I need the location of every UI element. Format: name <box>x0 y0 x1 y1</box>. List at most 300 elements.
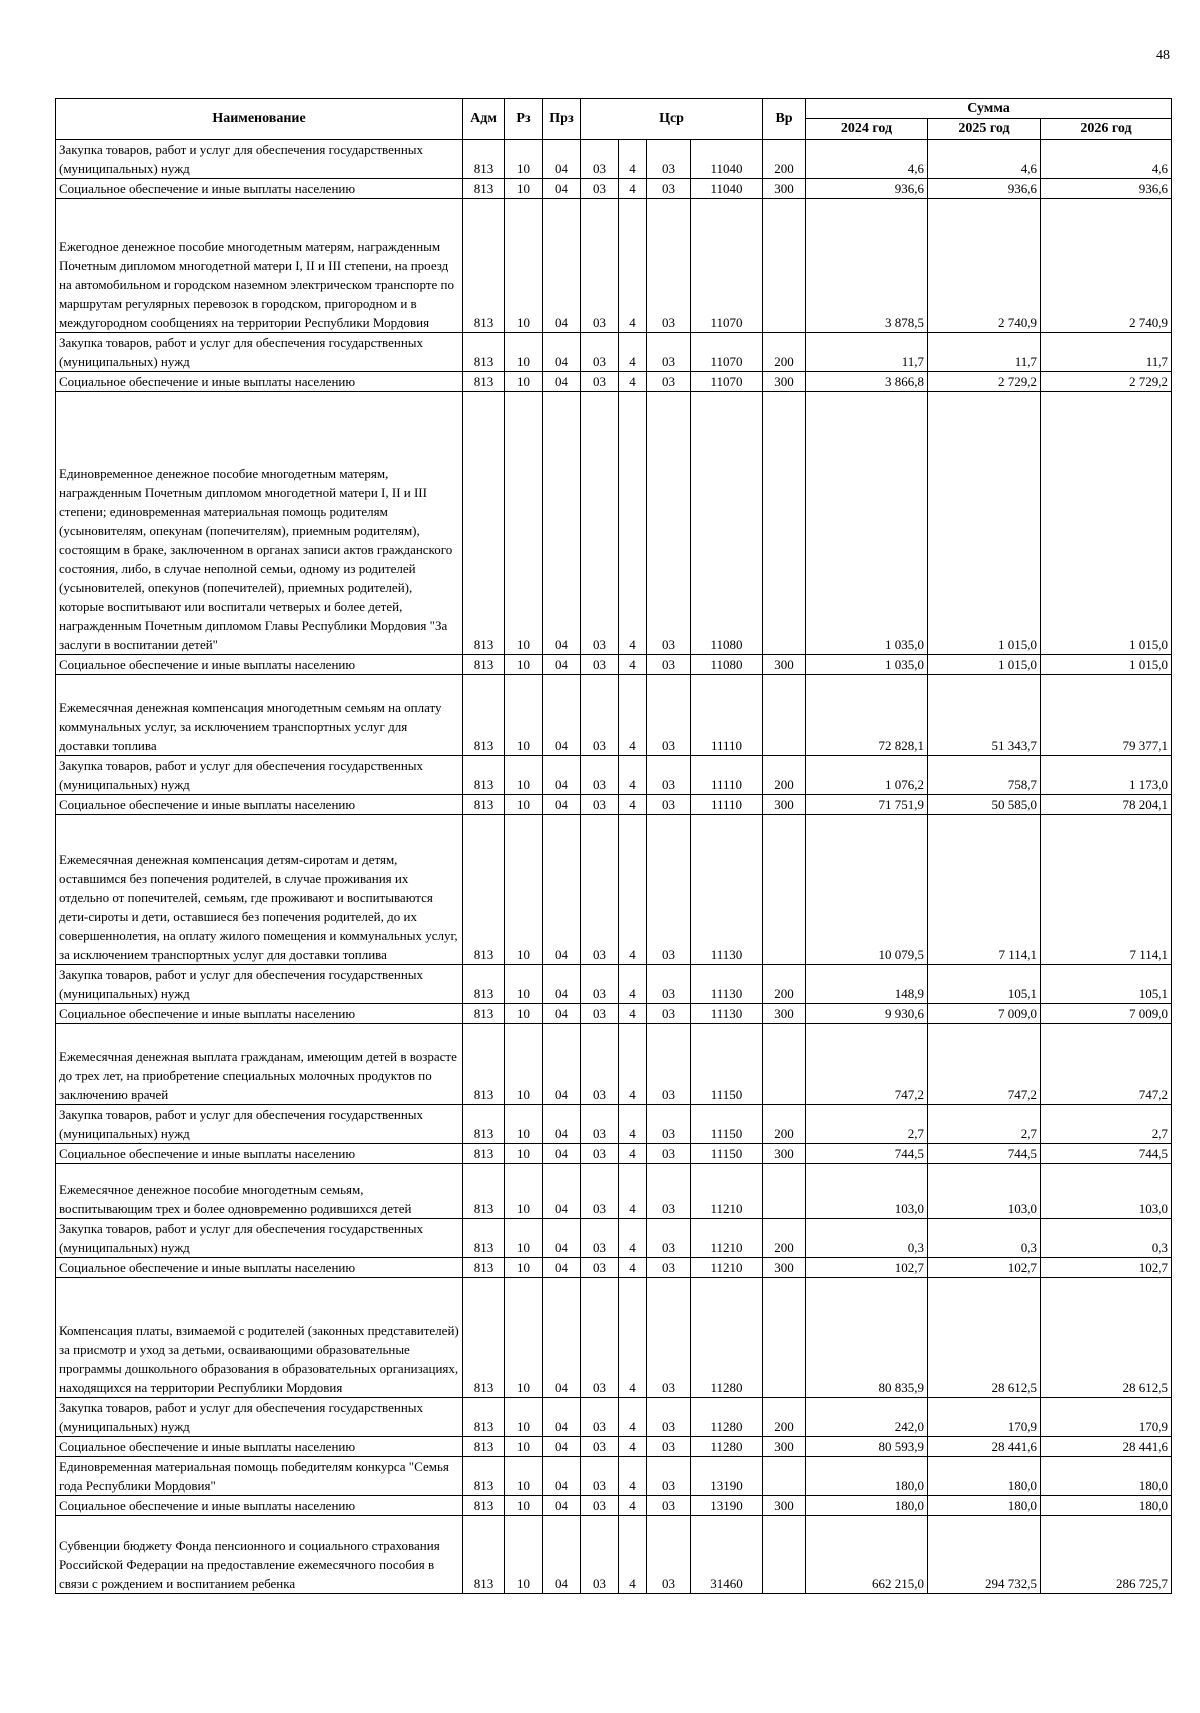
row-adm: 813 <box>463 815 505 965</box>
row-name: Ежемесячная денежная компенсация детям-сиротам и детям, оставшимся без попечения родителей, в случае проживания их отдельно от попечителей, семьям, где проживают и воспитываются дети-сироты и дети, оставшиеся без попечения родителей, до их совершеннолетия, на оплату жилого помещения и коммунальных услуг, за исключением транспортных услуг для доставки топлива <box>56 815 463 965</box>
row-adm: 813 <box>463 1437 505 1457</box>
row-name: Единовременная материальная помощь победителям конкурса "Семья года Республики Мордовия" <box>56 1457 463 1496</box>
header-prz: Прз <box>543 99 581 140</box>
row-adm: 813 <box>463 1398 505 1437</box>
row-sum-2025: 103,0 <box>928 1164 1041 1219</box>
row-csr-3: 03 <box>647 965 691 1004</box>
row-sum-2025: 51 343,7 <box>928 675 1041 756</box>
table-row <box>56 795 1172 815</box>
row-prz: 04 <box>543 675 581 756</box>
table-row <box>56 392 1172 655</box>
row-csr-4: 13190 <box>691 1496 763 1516</box>
row-vr <box>763 1516 806 1594</box>
row-sum-2025: 180,0 <box>928 1496 1041 1516</box>
row-sum-2026: 0,3 <box>1041 1219 1172 1258</box>
row-rz: 10 <box>505 1258 543 1278</box>
row-sum-2025: 28 612,5 <box>928 1278 1041 1398</box>
row-sum-2026: 2 740,9 <box>1041 199 1172 333</box>
row-csr-2: 4 <box>619 1437 647 1457</box>
row-prz: 04 <box>543 1437 581 1457</box>
row-name: Социальное обеспечение и иные выплаты населению <box>56 1258 463 1278</box>
row-rz: 10 <box>505 1004 543 1024</box>
row-vr: 300 <box>763 372 806 392</box>
row-csr-1: 03 <box>581 1496 619 1516</box>
row-csr-4: 11210 <box>691 1164 763 1219</box>
row-sum-2025: 105,1 <box>928 965 1041 1004</box>
row-prz: 04 <box>543 1258 581 1278</box>
row-csr-3: 03 <box>647 1164 691 1219</box>
row-sum-2026: 1 015,0 <box>1041 655 1172 675</box>
row-prz: 04 <box>543 392 581 655</box>
row-prz: 04 <box>543 1219 581 1258</box>
row-sum-2026: 103,0 <box>1041 1164 1172 1219</box>
row-csr-2: 4 <box>619 1219 647 1258</box>
row-csr-2: 4 <box>619 1164 647 1219</box>
row-csr-3: 03 <box>647 1258 691 1278</box>
row-sum-2026: 170,9 <box>1041 1398 1172 1437</box>
table-row <box>56 1144 1172 1164</box>
table-row <box>56 1278 1172 1398</box>
row-prz: 04 <box>543 1004 581 1024</box>
row-csr-3: 03 <box>647 333 691 372</box>
row-name: Субвенции бюджету Фонда пенсионного и социального страхования Российской Федерации на предоставление ежемесячного пособия в связи с рождением и воспитанием ребенка <box>56 1516 463 1594</box>
row-name: Единовременное денежное пособие многодетным матерям, награжденным Почетным дипломом многодетной матери I, II и III степени; единовременная материальная помощь родителям (усыновителям, опекунам (попечителям), приемным родителям), состоящим в браке, заключенном в органах записи актов гражданского состояния, либо, в случае неполной семьи, одному из родителей (усыновителей, опекунов (попечителей), приемных родителей), которые воспитывают или воспитали четверых и более детей, награжденным Почетным дипломом Главы Республики Мордовия "За заслуги в воспитании детей" <box>56 392 463 655</box>
row-csr-4: 13190 <box>691 1457 763 1496</box>
row-csr-1: 03 <box>581 795 619 815</box>
row-vr <box>763 1278 806 1398</box>
row-sum-2026: 2 729,2 <box>1041 372 1172 392</box>
row-sum-2025: 2,7 <box>928 1105 1041 1144</box>
row-sum-2025: 102,7 <box>928 1258 1041 1278</box>
row-csr-2: 4 <box>619 1278 647 1398</box>
header-year-2026: 2026 год <box>1041 119 1172 140</box>
row-sum-2024: 662 215,0 <box>806 1516 928 1594</box>
row-name: Закупка товаров, работ и услуг для обеспечения государственных (муниципальных) нужд <box>56 1398 463 1437</box>
table-row <box>56 1457 1172 1496</box>
row-sum-2024: 10 079,5 <box>806 815 928 965</box>
row-vr <box>763 1457 806 1496</box>
table-row <box>56 333 1172 372</box>
row-csr-1: 03 <box>581 1457 619 1496</box>
row-csr-2: 4 <box>619 1496 647 1516</box>
row-rz: 10 <box>505 1219 543 1258</box>
row-sum-2025: 7 114,1 <box>928 815 1041 965</box>
row-sum-2024: 11,7 <box>806 333 928 372</box>
table-row <box>56 675 1172 756</box>
row-prz: 04 <box>543 1024 581 1105</box>
row-adm: 813 <box>463 1004 505 1024</box>
row-csr-4: 11150 <box>691 1024 763 1105</box>
row-sum-2024: 103,0 <box>806 1164 928 1219</box>
row-adm: 813 <box>463 1144 505 1164</box>
row-csr-4: 11130 <box>691 815 763 965</box>
row-name: Социальное обеспечение и иные выплаты населению <box>56 655 463 675</box>
row-sum-2026: 286 725,7 <box>1041 1516 1172 1594</box>
table-body <box>56 140 1172 1594</box>
row-sum-2026: 79 377,1 <box>1041 675 1172 756</box>
row-sum-2026: 105,1 <box>1041 965 1172 1004</box>
table-row <box>56 1105 1172 1144</box>
row-csr-2: 4 <box>619 1144 647 1164</box>
table-row <box>56 965 1172 1004</box>
row-sum-2025: 28 441,6 <box>928 1437 1041 1457</box>
header-year-2024: 2024 год <box>806 119 928 140</box>
row-name: Закупка товаров, работ и услуг для обеспечения государственных (муниципальных) нужд <box>56 1105 463 1144</box>
row-sum-2026: 180,0 <box>1041 1496 1172 1516</box>
row-sum-2024: 9 930,6 <box>806 1004 928 1024</box>
row-sum-2025: 0,3 <box>928 1219 1041 1258</box>
row-name: Закупка товаров, работ и услуг для обеспечения государственных (муниципальных) нужд <box>56 965 463 1004</box>
row-csr-2: 4 <box>619 675 647 756</box>
row-csr-4: 11110 <box>691 756 763 795</box>
row-rz: 10 <box>505 1278 543 1398</box>
row-name: Социальное обеспечение и иные выплаты населению <box>56 179 463 199</box>
row-prz: 04 <box>543 815 581 965</box>
row-sum-2024: 80 835,9 <box>806 1278 928 1398</box>
row-sum-2026: 28 441,6 <box>1041 1437 1172 1457</box>
row-name: Закупка товаров, работ и услуг для обеспечения государственных (муниципальных) нужд <box>56 1219 463 1258</box>
table-row <box>56 1496 1172 1516</box>
row-csr-1: 03 <box>581 1398 619 1437</box>
row-prz: 04 <box>543 756 581 795</box>
row-csr-2: 4 <box>619 140 647 179</box>
row-csr-3: 03 <box>647 372 691 392</box>
row-vr: 200 <box>763 1219 806 1258</box>
row-rz: 10 <box>505 815 543 965</box>
row-csr-1: 03 <box>581 372 619 392</box>
row-sum-2024: 3 878,5 <box>806 199 928 333</box>
row-csr-1: 03 <box>581 756 619 795</box>
row-sum-2024: 180,0 <box>806 1496 928 1516</box>
row-csr-1: 03 <box>581 392 619 655</box>
table-row <box>56 1004 1172 1024</box>
row-csr-1: 03 <box>581 1144 619 1164</box>
row-prz: 04 <box>543 795 581 815</box>
table-row <box>56 1219 1172 1258</box>
row-csr-1: 03 <box>581 179 619 199</box>
row-vr: 300 <box>763 1144 806 1164</box>
row-csr-1: 03 <box>581 1219 619 1258</box>
row-rz: 10 <box>505 1398 543 1437</box>
table-row <box>56 815 1172 965</box>
row-csr-4: 11070 <box>691 372 763 392</box>
row-prz: 04 <box>543 655 581 675</box>
row-rz: 10 <box>505 179 543 199</box>
row-csr-3: 03 <box>647 1219 691 1258</box>
row-sum-2024: 3 866,8 <box>806 372 928 392</box>
row-sum-2024: 4,6 <box>806 140 928 179</box>
row-sum-2026: 1 015,0 <box>1041 392 1172 655</box>
header-year-2025: 2025 год <box>928 119 1041 140</box>
row-sum-2026: 7 009,0 <box>1041 1004 1172 1024</box>
row-csr-1: 03 <box>581 1004 619 1024</box>
row-sum-2024: 936,6 <box>806 179 928 199</box>
row-vr: 200 <box>763 140 806 179</box>
row-csr-4: 31460 <box>691 1516 763 1594</box>
row-name: Ежемесячная денежная компенсация многодетным семьям на оплату коммунальных услуг, за исключением транспортных услуг для доставки топлива <box>56 675 463 756</box>
row-vr: 300 <box>763 1496 806 1516</box>
header-csr: Цср <box>581 99 763 140</box>
row-sum-2025: 744,5 <box>928 1144 1041 1164</box>
row-csr-1: 03 <box>581 1024 619 1105</box>
table-row <box>56 1258 1172 1278</box>
row-prz: 04 <box>543 1164 581 1219</box>
row-prz: 04 <box>543 179 581 199</box>
row-sum-2025: 936,6 <box>928 179 1041 199</box>
row-vr <box>763 199 806 333</box>
row-rz: 10 <box>505 1457 543 1496</box>
row-csr-4: 11210 <box>691 1258 763 1278</box>
row-adm: 813 <box>463 1457 505 1496</box>
row-csr-4: 11070 <box>691 199 763 333</box>
row-sum-2025: 1 015,0 <box>928 392 1041 655</box>
row-name: Социальное обеспечение и иные выплаты населению <box>56 795 463 815</box>
row-csr-3: 03 <box>647 1496 691 1516</box>
row-rz: 10 <box>505 965 543 1004</box>
row-sum-2026: 744,5 <box>1041 1144 1172 1164</box>
row-prz: 04 <box>543 1144 581 1164</box>
row-prz: 04 <box>543 1398 581 1437</box>
row-rz: 10 <box>505 675 543 756</box>
row-sum-2026: 180,0 <box>1041 1457 1172 1496</box>
row-sum-2025: 2 740,9 <box>928 199 1041 333</box>
row-vr <box>763 392 806 655</box>
row-sum-2025: 4,6 <box>928 140 1041 179</box>
row-sum-2024: 0,3 <box>806 1219 928 1258</box>
row-csr-1: 03 <box>581 333 619 372</box>
row-rz: 10 <box>505 392 543 655</box>
row-csr-4: 11070 <box>691 333 763 372</box>
row-sum-2026: 1 173,0 <box>1041 756 1172 795</box>
row-csr-2: 4 <box>619 756 647 795</box>
row-rz: 10 <box>505 1164 543 1219</box>
row-adm: 813 <box>463 179 505 199</box>
row-name: Социальное обеспечение и иные выплаты населению <box>56 372 463 392</box>
row-csr-3: 03 <box>647 795 691 815</box>
row-rz: 10 <box>505 140 543 179</box>
row-sum-2025: 7 009,0 <box>928 1004 1041 1024</box>
row-sum-2024: 744,5 <box>806 1144 928 1164</box>
row-adm: 813 <box>463 392 505 655</box>
row-sum-2025: 294 732,5 <box>928 1516 1041 1594</box>
row-sum-2025: 180,0 <box>928 1457 1041 1496</box>
row-prz: 04 <box>543 965 581 1004</box>
row-csr-4: 11080 <box>691 392 763 655</box>
row-csr-3: 03 <box>647 1144 691 1164</box>
row-sum-2026: 2,7 <box>1041 1105 1172 1144</box>
row-csr-2: 4 <box>619 1258 647 1278</box>
row-prz: 04 <box>543 140 581 179</box>
row-sum-2026: 78 204,1 <box>1041 795 1172 815</box>
row-csr-4: 11150 <box>691 1105 763 1144</box>
row-name: Ежегодное денежное пособие многодетным матерям, награжденным Почетным дипломом многодетной матери I, II и III степени, на проезд на автомобильном и городском наземном электрическом транспорте по маршрутам регулярных перевозок в городском, пригородном и в междугородном сообщениях на территории Республики Мордовия <box>56 199 463 333</box>
row-vr: 300 <box>763 795 806 815</box>
row-csr-1: 03 <box>581 1258 619 1278</box>
table-row <box>56 655 1172 675</box>
table-row <box>56 372 1172 392</box>
budget-table <box>55 98 1172 1594</box>
header-name: Наименование <box>56 99 463 140</box>
row-csr-1: 03 <box>581 1437 619 1457</box>
row-sum-2026: 747,2 <box>1041 1024 1172 1105</box>
row-csr-2: 4 <box>619 815 647 965</box>
row-vr: 200 <box>763 1105 806 1144</box>
row-sum-2024: 148,9 <box>806 965 928 1004</box>
row-adm: 813 <box>463 1496 505 1516</box>
row-csr-3: 03 <box>647 1278 691 1398</box>
row-name: Социальное обеспечение и иные выплаты населению <box>56 1004 463 1024</box>
row-csr-1: 03 <box>581 1105 619 1144</box>
row-csr-3: 03 <box>647 675 691 756</box>
row-name: Социальное обеспечение и иные выплаты населению <box>56 1144 463 1164</box>
row-rz: 10 <box>505 1105 543 1144</box>
row-sum-2025: 50 585,0 <box>928 795 1041 815</box>
row-vr: 200 <box>763 333 806 372</box>
row-sum-2025: 747,2 <box>928 1024 1041 1105</box>
row-csr-4: 11110 <box>691 675 763 756</box>
row-csr-4: 11040 <box>691 179 763 199</box>
row-sum-2024: 242,0 <box>806 1398 928 1437</box>
row-csr-2: 4 <box>619 199 647 333</box>
row-rz: 10 <box>505 1437 543 1457</box>
row-sum-2025: 170,9 <box>928 1398 1041 1437</box>
row-csr-2: 4 <box>619 965 647 1004</box>
row-vr: 300 <box>763 655 806 675</box>
row-name: Социальное обеспечение и иные выплаты населению <box>56 1496 463 1516</box>
row-sum-2024: 72 828,1 <box>806 675 928 756</box>
row-csr-3: 03 <box>647 392 691 655</box>
row-name: Ежемесячная денежная выплата гражданам, имеющим детей в возрасте до трех лет, на приобретение специальных молочных продуктов по заключению врачей <box>56 1024 463 1105</box>
row-name: Закупка товаров, работ и услуг для обеспечения государственных (муниципальных) нужд <box>56 140 463 179</box>
row-rz: 10 <box>505 655 543 675</box>
row-prz: 04 <box>543 1496 581 1516</box>
row-adm: 813 <box>463 1105 505 1144</box>
row-csr-2: 4 <box>619 795 647 815</box>
row-vr <box>763 815 806 965</box>
row-csr-2: 4 <box>619 1105 647 1144</box>
table-row <box>56 756 1172 795</box>
row-vr <box>763 675 806 756</box>
row-sum-2026: 102,7 <box>1041 1258 1172 1278</box>
row-prz: 04 <box>543 1105 581 1144</box>
row-vr <box>763 1164 806 1219</box>
row-csr-3: 03 <box>647 1516 691 1594</box>
table-row <box>56 1437 1172 1457</box>
row-csr-1: 03 <box>581 199 619 333</box>
row-adm: 813 <box>463 1164 505 1219</box>
row-adm: 813 <box>463 372 505 392</box>
row-adm: 813 <box>463 756 505 795</box>
row-vr: 300 <box>763 1004 806 1024</box>
row-csr-1: 03 <box>581 1278 619 1398</box>
row-prz: 04 <box>543 1457 581 1496</box>
table-row <box>56 1516 1172 1594</box>
row-csr-2: 4 <box>619 372 647 392</box>
row-csr-4: 11110 <box>691 795 763 815</box>
row-adm: 813 <box>463 655 505 675</box>
row-adm: 813 <box>463 1278 505 1398</box>
row-adm: 813 <box>463 965 505 1004</box>
row-sum-2024: 747,2 <box>806 1024 928 1105</box>
row-csr-2: 4 <box>619 1004 647 1024</box>
header-adm: Адм <box>463 99 505 140</box>
row-sum-2026: 11,7 <box>1041 333 1172 372</box>
row-name: Компенсация платы, взимаемой с родителей (законных представителей) за присмотр и уход за детьми, осваивающими образовательные программы дошкольного образования в образовательных организациях, находящихся на территории Республики Мордовия <box>56 1278 463 1398</box>
table-row <box>56 1164 1172 1219</box>
row-csr-2: 4 <box>619 392 647 655</box>
row-rz: 10 <box>505 1516 543 1594</box>
row-vr: 300 <box>763 1437 806 1457</box>
row-name: Закупка товаров, работ и услуг для обеспечения государственных (муниципальных) нужд <box>56 333 463 372</box>
row-adm: 813 <box>463 1024 505 1105</box>
row-prz: 04 <box>543 199 581 333</box>
row-csr-3: 03 <box>647 655 691 675</box>
row-adm: 813 <box>463 1516 505 1594</box>
row-sum-2024: 1 035,0 <box>806 392 928 655</box>
row-adm: 813 <box>463 333 505 372</box>
row-sum-2025: 2 729,2 <box>928 372 1041 392</box>
row-prz: 04 <box>543 1516 581 1594</box>
row-adm: 813 <box>463 199 505 333</box>
header-sum: Сумма <box>806 99 1172 119</box>
row-csr-3: 03 <box>647 179 691 199</box>
row-sum-2026: 4,6 <box>1041 140 1172 179</box>
row-sum-2026: 936,6 <box>1041 179 1172 199</box>
row-csr-3: 03 <box>647 815 691 965</box>
row-sum-2024: 80 593,9 <box>806 1437 928 1457</box>
row-rz: 10 <box>505 1024 543 1105</box>
row-rz: 10 <box>505 1144 543 1164</box>
row-name: Закупка товаров, работ и услуг для обеспечения государственных (муниципальных) нужд <box>56 756 463 795</box>
row-prz: 04 <box>543 372 581 392</box>
row-prz: 04 <box>543 333 581 372</box>
row-csr-2: 4 <box>619 655 647 675</box>
row-csr-1: 03 <box>581 140 619 179</box>
row-adm: 813 <box>463 140 505 179</box>
row-csr-4: 11280 <box>691 1398 763 1437</box>
row-rz: 10 <box>505 372 543 392</box>
row-csr-3: 03 <box>647 1105 691 1144</box>
row-csr-1: 03 <box>581 1164 619 1219</box>
row-sum-2025: 11,7 <box>928 333 1041 372</box>
header-vr: Вр <box>763 99 806 140</box>
row-csr-2: 4 <box>619 1398 647 1437</box>
row-csr-2: 4 <box>619 333 647 372</box>
row-csr-4: 11150 <box>691 1144 763 1164</box>
row-adm: 813 <box>463 1219 505 1258</box>
row-sum-2024: 102,7 <box>806 1258 928 1278</box>
row-sum-2025: 1 015,0 <box>928 655 1041 675</box>
row-prz: 04 <box>543 1278 581 1398</box>
row-name: Социальное обеспечение и иные выплаты населению <box>56 1437 463 1457</box>
row-csr-1: 03 <box>581 815 619 965</box>
row-csr-3: 03 <box>647 1457 691 1496</box>
row-csr-3: 03 <box>647 1398 691 1437</box>
row-csr-4: 11130 <box>691 1004 763 1024</box>
row-rz: 10 <box>505 199 543 333</box>
row-adm: 813 <box>463 675 505 756</box>
row-csr-2: 4 <box>619 1516 647 1594</box>
page-number: 48 <box>1156 48 1170 63</box>
row-csr-3: 03 <box>647 1004 691 1024</box>
row-sum-2026: 7 114,1 <box>1041 815 1172 965</box>
row-csr-1: 03 <box>581 675 619 756</box>
row-csr-4: 11080 <box>691 655 763 675</box>
row-csr-3: 03 <box>647 1024 691 1105</box>
table-row <box>56 140 1172 179</box>
header-rz: Рз <box>505 99 543 140</box>
table-row <box>56 1024 1172 1105</box>
